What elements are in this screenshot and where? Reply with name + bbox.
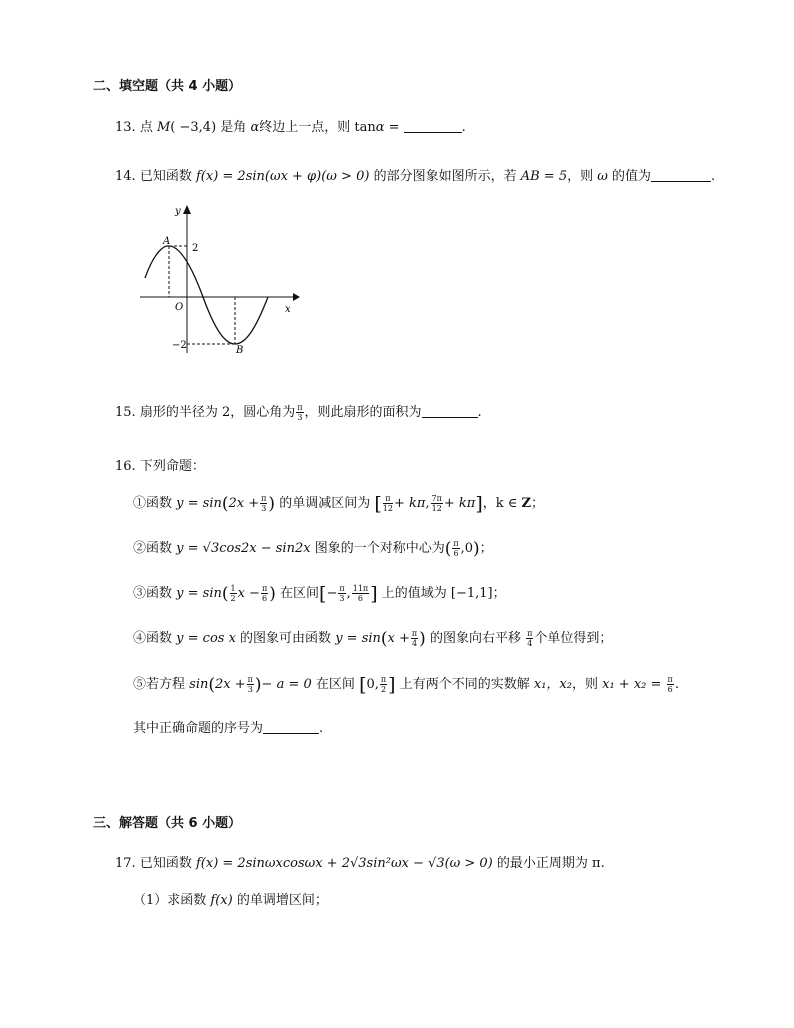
question-number: 14. xyxy=(115,169,136,184)
x-axis-arrow xyxy=(293,293,300,301)
statement-1: ①函数 y = sin(2x + $\frac{\pi}{3}$ ) 的单调减区间为 [ $\frac{\pi}{12}$ + kπ, $\frac{7\pi}{12}$ + kπ]，k ∈ Z； xyxy=(133,493,545,515)
question-16: 16. 下列命题： xyxy=(115,459,205,474)
question-14: 14. 已知函数 f(x) = 2sin(ωx + φ)(ω > 0) 的部分图象如图所示，若 AB = 5，则 ω 的值为 . xyxy=(115,169,716,184)
x-axis-label: x xyxy=(285,304,291,315)
y-max-label: 2 xyxy=(192,243,199,254)
answer-blank xyxy=(651,169,711,182)
y-axis-arrow xyxy=(183,205,191,214)
question-13: 13. 点 M( −3,4) 是角 α终边上一点，则 tanα = . xyxy=(115,120,466,135)
point-b-label: B xyxy=(236,345,244,356)
sine-graph-figure xyxy=(135,200,300,360)
point-a-label: A xyxy=(163,236,171,247)
question-number: 13. xyxy=(115,120,136,135)
answer-blank xyxy=(422,405,478,418)
answer-blank xyxy=(404,120,462,133)
section-2-heading: 二、填空题（共 4 小题） xyxy=(93,79,242,94)
question-16-ask: 其中正确命题的序号为 . xyxy=(133,721,324,736)
question-15: 15. 扇形的半径为 2，圆心角为 $\frac{\pi}{3}$ ，则此扇形的面积为 . xyxy=(115,403,482,422)
statement-2: ②函数 y = √3cos2x − sin2x 图象的一个对称中心为( $\frac{\pi}{6}$ ,0)； xyxy=(133,539,493,559)
question-number: 16. xyxy=(115,459,136,474)
answer-blank xyxy=(263,721,319,734)
statement-3: ③函数 y = sin( $\frac{1}{2}$ x − $\frac{\pi}{6}$ ) 在区间[− $\frac{\pi}{3}$ , $\frac{11\pi}{6}$ ] 上的值域为 [−1,1]； xyxy=(133,583,506,605)
question-17: 17. 已知函数 f(x) = 2sinωxcosωx + 2√3sin²ωx − √3(ω > 0) 的最小正周期为 π. xyxy=(115,856,605,871)
y-min-label: −2 xyxy=(172,340,187,351)
question-number: 17. xyxy=(115,856,136,871)
question-17-part-1: （1）求函数 f(x) 的单调增区间； xyxy=(133,893,328,908)
section-3-heading: 三、解答题（共 6 小题） xyxy=(93,816,242,831)
question-number: 15. xyxy=(115,405,136,420)
statement-5: ⑤若方程 sin(2x + $\frac{\pi}{3}$ )− a = 0 在区间 [0, $\frac{\pi}{2}$ ] 上有两个不同的实数解 x₁，x₂，则 x₁ + x₂ = $\frac{\pi}{6}$ . xyxy=(133,674,679,696)
y-axis-label: y xyxy=(175,206,181,217)
statement-4: ④函数 y = cos x 的图象可由函数 y = sin(x + $\frac{\pi}{4}$ ) 的图象向右平移 $\frac{\pi}{4}$ 个单位得到； xyxy=(133,629,613,649)
origin-label: O xyxy=(175,302,184,313)
sine-curve xyxy=(145,246,268,344)
